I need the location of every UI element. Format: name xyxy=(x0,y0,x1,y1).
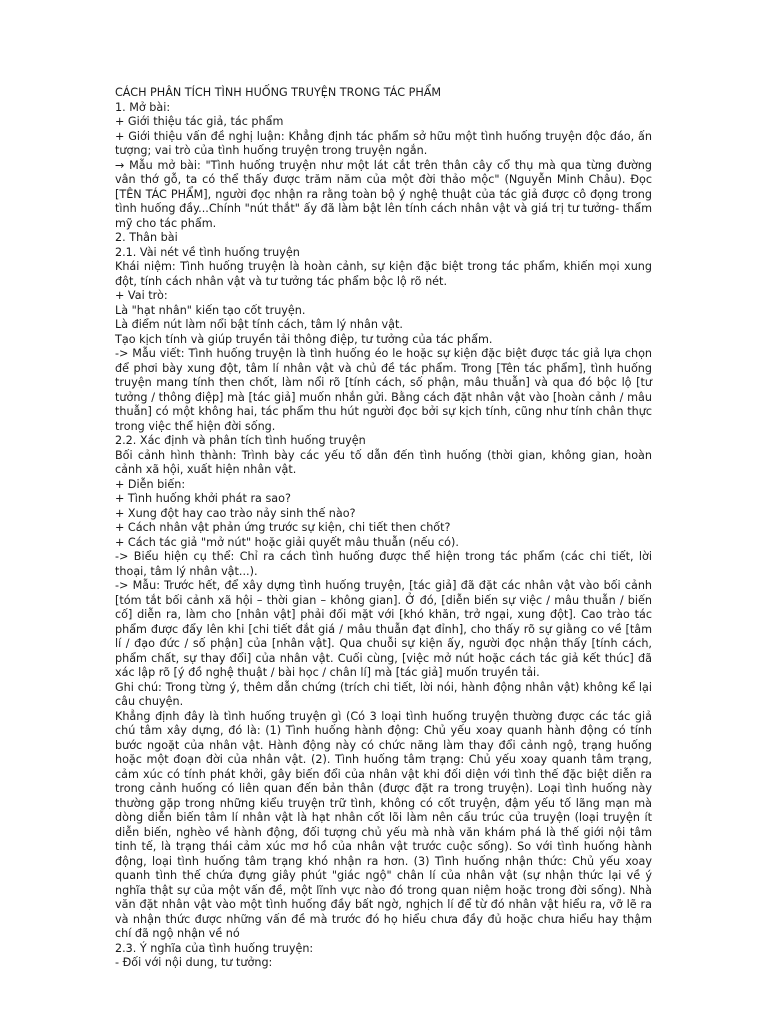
sample-intro-paragraph: → Mẫu mở bài: "Tình huống truyện như một lát cắt trên thân cây cổ thụ mà qua từng đường vân thớ gỗ, ta có thể thấy được trăm năm của một đời thảo mộc" (Nguyễn Minh Châu). Đọc [TÊN TÁC PHẨM], người đọc nhận ra rằng toàn bộ ý nghệ thuật của tác giả được cô đọng trong tình huống đầy...Chính "nút thắt" ấy đã làm bật lên tính cách nhân vật và giá trị tư tưởng- thẩm mỹ cho tác phẩm. xyxy=(115,158,652,230)
text-line: Là "hạt nhân" kiến tạo cốt truyện. xyxy=(115,303,306,317)
text-line: Là điểm nút làm nổi bật tính cách, tâm lý nhân vật. xyxy=(115,318,403,331)
document-page xyxy=(115,86,652,971)
section-heading-intro: 1. Mở bài: xyxy=(115,100,171,114)
note-paragraph: Ghi chú: Trong từng ý, thêm dẫn chứng (trích chi tiết, lời nói, hành động nhân vật) không kể lại câu chuyện. xyxy=(115,680,652,708)
bullet-item: + Giới thiệu vấn đề nghị luận: Khẳng định tác phẩm sở hữu một tình huống truyện độc đáo, ấn tượng; vai trò của tình huống truyện trong truyện ngắn. xyxy=(115,129,652,157)
bullet-item: + Vai trò: xyxy=(115,289,168,302)
subsection-heading: 2.2. Xác định và phân tích tình huống truyện xyxy=(115,434,366,447)
bullet-item: + Tình huống khởi phát ra sao? xyxy=(115,492,291,505)
subsection-heading: 2.3. Ý nghĩa của tình huống truyện: xyxy=(115,941,314,955)
situation-types-paragraph: Khẳng định đây là tình huống truyện gì (Có 3 loại tình huống truyện thường được các tác giả chú tâm xây dựng, đó là: (1) Tình huống hành động: Chủ yếu xoay quanh hành động có tính bước ngoặt của nhân vật. Hành động này có chức năng làm thay đổi cảnh ngộ, trạng huống hoặc một đoạn đời của nhân vật. (2). Tình huống tâm trạng: Chủ yếu xoay quanh tâm trạng, cảm xúc có tính phát khởi, gây biến đổi của nhân vật khi đối diện với tình thế đặc biệt diễn ra trong cảnh huống có liên quan đến bản thân (được đặt ra trong truyện). Loại tình huống này thường gặp trong những kiểu truyện trữ tình, không có cốt truyện, đậm yếu tố lãng mạn mà dòng diễn biến tâm lí nhân vật là hạt nhân cốt lõi làm nên cấu trúc của truyện (loại truyện ít diễn biến, nghèo về hành động, đối tượng chủ yếu mà nhà văn khám phá là thế giới nội tâm tinh tế, là trạng thái cảm xúc mơ hồ của nhân vật trước cuộc sống). So với tình huống hành động, loại tình huống tâm trạng khó nhận ra hơn. (3) Tình huống nhận thức: Chủ yếu xoay quanh tình thế chứa đựng giây phút "giác ngộ" chân lí của nhân vật (sự nhận thức lại về ý nghĩa thật sự của một vấn đề, một lĩnh vực nào đó trong quan niệm hoặc trong đời sống). Nhà văn đặt nhân vật vào một tình huống đầy bất ngờ, nghịch lí để từ đó nhân vật hiểu ra, vỡ lẽ ra và nhận thức được những vấn đề mà trước đó họ hiểu chưa đầy đủ hoặc chưa hiểu hay thậm chí đã ngộ nhận về nó xyxy=(115,709,652,940)
sample-paragraph: -> Mẫu viết: Tình huống truyện là tình huống éo le hoặc sự kiện đặc biệt được tác giả lựa chọn để phơi bày xung đột, tâm lí nhân vật và chủ đề tác phẩm. Trong [Tên tác phẩm], tình huống truyện mang tính then chốt, làm nổi rõ [tính cách, số phận, mâu thuẫn] và qua đó bộc lộ [tư tưởng / thông điệp] mà [tác giả] muốn nhắn gửi. Bằng cách đặt nhân vật vào [hoàn cảnh / mâu thuẫn] có một không hai, tác phẩm thu hút người đọc bởi sự kịch tính, cũng như tính chân thực trong việc thể hiện đời sống. xyxy=(115,347,652,433)
bullet-item: + Cách nhân vật phản ứng trước sự kiện, chi tiết then chốt? xyxy=(115,521,451,534)
bullet-item: + Cách tác giả "mở nút" hoặc giải quyết mâu thuẫn (nếu có). xyxy=(115,535,459,549)
subsection-heading: 2.1. Vài nét về tình huống truyện xyxy=(115,245,300,259)
section-heading-body: 2. Thân bài xyxy=(115,231,178,244)
bullet-item: + Giới thiệu tác giả, tác phẩm xyxy=(115,115,284,128)
text-line: - Đối với nội dung, tư tưởng: xyxy=(115,956,273,969)
document-title: CÁCH PHÂN TÍCH TÌNH HUỐNG TRUYỆN TRONG TÁC PHẨM xyxy=(115,86,442,99)
bullet-item: + Xung đột hay cao trào nảy sinh thế nào? xyxy=(115,506,356,520)
bullet-item: + Diễn biến: xyxy=(115,477,186,491)
definition-paragraph: Khái niệm: Tình huống truyện là hoàn cảnh, sự kiện đặc biệt trong tác phẩm, khiến mọi xung đột, tính cách nhân vật và tư tưởng tác phẩm bộc lộ rõ nét. xyxy=(115,260,652,288)
sample-paragraph: -> Mẫu: Trước hết, để xây dựng tình huống truyện, [tác giả] đã đặt các nhân vật vào bối cảnh [tóm tắt bối cảnh xã hội – thời gian – không gian]. Ở đó, [diễn biến sự việc / mâu thuẫn / biến cố] diễn ra, làm cho [nhân vật] phải đối mặt với [khó khăn, trở ngại, xung đột]. Cao trào tác phẩm được đẩy lên khi [chi tiết đắt giá / mâu thuẫn đạt đỉnh], cho thấy rõ sự giằng co về [tâm lí / đạo đức / số phận] của [nhân vật]. Qua chuỗi sự kiện ấy, người đọc nhận thấy [tính cách, phẩm chất, sự thay đổi] của nhân vật. Cuối cùng, [việc mở nút hoặc cách tác giả kết thúc] đã xác lập rõ [ý đồ nghệ thuật / bài học / chân lí] mà [tác giả] muốn truyền tải. xyxy=(115,579,652,679)
context-paragraph: Bối cảnh hình thành: Trình bày các yếu tố dẫn đến tình huống (thời gian, không gian, hoàn cảnh xã hội, xuất hiện nhân vật. xyxy=(115,448,652,476)
expression-paragraph: -> Biểu hiện cụ thể: Chỉ ra cách tình huống được thể hiện trong tác phẩm (các chi tiết, lời thoại, tâm lý nhân vật...). xyxy=(115,550,652,578)
text-line: Tạo kịch tính và giúp truyền tải thông điệp, tư tưởng của tác phẩm. xyxy=(115,332,493,346)
